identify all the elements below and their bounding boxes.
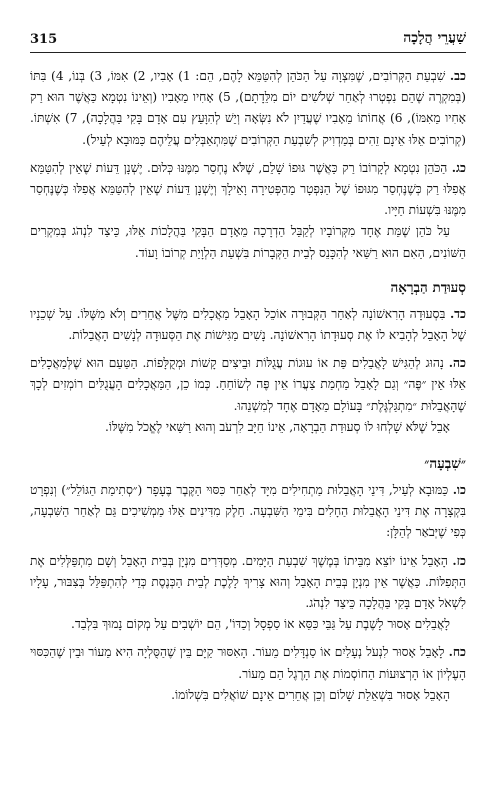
paragraph-text: כַּמּוּבָא לְעֵיל, דִּינֵי הָאֲבֵלוּת מַתְחִילִים מִיָּד לְאַחַר כִּסּוּי הַקֶּבֶר בֶּעָפָר (״סְתִימַת הַגּוֹלֵל״) וְנִפְרָט בִּקְצָרָה אֶת דִּינֵי הָאֲבֵלוּת הַחָלִים בִּימֵי הַשִּׁבְעָה. חֵלֶק מִדִּינִים אֵלּוּ מַמְשִׁיכִים גַּם לְאַחַר הַשִּׁבְעָה, כְּפִי שֶׁיְּבֹאַר לְהַלָּן: bbox=[30, 483, 466, 540]
paragraph-23 bbox=[30, 158, 466, 222]
page-header bbox=[30, 30, 466, 53]
paragraph-number: כז. bbox=[452, 553, 467, 568]
section-title-shiva: ״שִׁבְעָה״ bbox=[424, 456, 466, 473]
paragraph-25 bbox=[30, 353, 466, 417]
paragraph-28 bbox=[30, 642, 466, 684]
paragraph-26 bbox=[30, 480, 466, 544]
paragraph-text: שִׁבְעַת הַקְּרוֹבִים, שֶׁמִּצְוָה עַל הַכֹּהֵן לְהִטַּמֵּא לָהֶם, הֵם: 1) אָבִיו, 2) אִמּוֹ, 3) בְּנוֹ, 4) בִּתּוֹ (בְּמִקְרֶה שֶׁהֵם נִפְטְרוּ לְאַחַר שְׁלֹשִׁים יוֹם מִלֵּדָתָם), 5) אָחִיו מֵאָבִיו (וְאֵינוֹ נִטְמָא כַּאֲשֶׁר הוּא רַק אָחִיו מֵאִמּוֹ), 6) אֲחוֹתוֹ מֵאָבִיו שֶׁעֲדַיִן לֹא נִשְּׂאָה וְיֵשׁ לְהִוָּעֵץ עִם אָדָם בָּקִי בַּהֲלָכָה), 7) אִשְׁתּוֹ. (קְרוֹבִים אֵלּוּ אֵינָם זֵהִים בְּמַדְוִיק לְשִׁבְעַת הַקְּרוֹבִים שֶׁמִּתְאַבְּלִים עֲלֵיהֶם כַּמּוּבָא לְעֵיל). bbox=[30, 69, 466, 147]
running-title: שַׁעֲרֵי הֲלָכָה bbox=[403, 30, 466, 46]
paragraph-text: לָאָבֵל אָסוּר לִנְעֹל נְעָלַיִם אוֹ סַנְדָּלִים מֵעוֹר. הָאִסּוּר קַיָּם בֵּין שֶׁהַסֻּלְיָה הִיא מֵעוֹר וּבֵין שֶׁהַכִּסּוּי הָעֶלְיוֹן אוֹ הָרְצוּעוֹת הַחוֹסְמוֹת אֶת הָרֶגֶל הֵם מֵעוֹר. bbox=[30, 645, 466, 681]
paragraph-number: כו. bbox=[452, 483, 467, 498]
paragraph-24 bbox=[30, 304, 466, 346]
paragraph-text: עַל כֹּהֵן שֶׁמֵּת אֶחָד מִקְּרוֹבָיו לְקַבֵּל הַדְרָכָה מֵאָדָם הַבָּקִי בַּהֲלָכוֹת אֵלּוּ, כֵּיצַד לִנְהֹג בְּמִקְרִים הַשּׁוֹנִים, הַאִם הוּא רַשַּׁאי לְהִכָּנֵס לְבֵית הַקְּבָרוֹת בִּשְׁעַת הַלְוָיַת קְרוֹבוֹ וָעוֹד. bbox=[30, 224, 466, 260]
paragraph-text: נָהוּג לְהַגִּישׁ לָאֲבֵלִים פַּת אוֹ עוּגוֹת עֲגֻלּוֹת וּבֵיצִים קָשׁוֹת וּמְקֻלָּפוֹת. הַטַּעַם הוּא שֶׁלְּמַאֲכָלִים אֵלּוּ אֵין ״פֶּה״ וְגַם לָאָבֵל מַחְמַת צַעֲרוֹ אֵין פֶּה לְשׂוֹחֵחַ. כְּמוֹ כֵן, הַמַּאֲכָלִים הָעֲגֻלִּים רוֹמְזִים לְכָךְ שֶׁהָאֲבֵלוּת ״מִתְגַּלְגֶּלֶת״ בָּעוֹלָם מֵאָדָם אֶחָד לְמִשְׁנֵהוּ. bbox=[30, 356, 466, 413]
paragraph-text: אָבֵל שֶׁלֹּא שָׁלְחוּ לוֹ סְעוּדַת הַבְרָאָה, אֵינוֹ חַיָּב לִרְעֹב וְהוּא רַשַּׁאי לֶאֱכֹל מִשֶּׁלּוֹ. bbox=[104, 419, 450, 434]
paragraph-text: הַכֹּהֵן נִטְמָא לְקָרוֹבוֹ רַק כַּאֲשֶׁר גּוּפוֹ שָׁלֵם, שֶׁלֹּא נֶחְסַר מִמֶּנּוּ כְּלוּם. יֶשְׁנָן דֵּעוֹת שֶׁאֵין לְהִטַּמֵּא אֲפִלּוּ רַק כְּשֶׁנֶּחְסַר מִגּוּפוֹ שֶׁל הַנִּפְטָר מֵהַפְּטִירָה וָאֵילָךְ וְיֶשְׁנָן דֵּעוֹת שֶׁאֵין לְהִטַּמֵּא אֲפִלּוּ כְּשֶׁנֶּחְסַר מִמֶּנּוּ בִּשְׁעוֹת חַיָּיו. bbox=[30, 160, 466, 218]
paragraph-number: כב. bbox=[449, 69, 466, 83]
paragraph-27-continued bbox=[30, 614, 466, 635]
paragraph-25-continued bbox=[30, 417, 466, 438]
paragraph-number: כד. bbox=[449, 306, 466, 321]
paragraph-text: הָאָבֵל אָסוּר בִּשְׁאֵלַת שָׁלוֹם וְכֵן אֲחֵרִים אֵינָם שׁוֹאֲלִים בִּשְׁלוֹמוֹ. bbox=[171, 687, 450, 702]
paragraph-27 bbox=[30, 551, 466, 615]
paragraph-text: לָאֲבֵלִים אָסוּר לָשֶׁבֶת עַל גַּבֵּי כִּסֵּא אוֹ סַפְסָל וְכַדּוֹ', הֵם יוֹשְׁבִים עַל מְקוֹם נָמוּךְ בִּלְבַד. bbox=[71, 617, 450, 632]
paragraph-23-continued bbox=[30, 221, 466, 263]
paragraph-text: הָאָבֵל אֵינוֹ יוֹצֵא מִבֵּיתוֹ בְּמֶשֶׁךְ שִׁבְעַת הַיָּמִים. מְסַדְּרִים מִנְיָן בְּבֵית הָאָבֵל וְשָׁם מִתְפַּלְּלִים אֶת הַתְּפִלּוֹת. כַּאֲשֶׁר אֵין מִנְיָן בְּבֵית הָאָבֵל וְהוּא צָרִיךְ לָלֶכֶת לְבֵית הַכְּנֶסֶת כְּדֵי לְהִתְפַּלֵּל בְּצִבּוּר, עָלָיו לִשְׁאֹל אָדָם בָּקִי בַּהֲלָכָה כֵּיצַד לִנְהֹג. bbox=[30, 553, 466, 611]
paragraph-number: כה. bbox=[448, 356, 467, 371]
section-title-recovery-meal: סְעוּדַת הַבְרָאָה bbox=[390, 279, 466, 296]
paragraph-28-continued bbox=[30, 685, 466, 706]
page-body bbox=[30, 66, 466, 713]
paragraph-number: כח. bbox=[448, 645, 466, 660]
paragraph-text: בִּסְעוּדָה הָרִאשׁוֹנָה לְאַחַר הַקְּבוּרָה אוֹכֵל הָאָבֵל מַאֲכָלִים מִשֶּׁל אֲחֵרִים וְלֹא מִשֶּׁלּוֹ. עַל שְׁכֵנָיו שֶׁל הָאָבֵל לְהָבִיא לוֹ אֶת סְעוּדָתוֹ הָרִאשׁוֹנָה. נָשִׁים מַגִּישׁוֹת אֶת הַסְּעוּדָה לְנָשִׁים הָאֲבֵלוֹת. bbox=[30, 306, 466, 343]
paragraph-number: כג. bbox=[451, 160, 467, 175]
paragraph-22 bbox=[30, 66, 466, 151]
page-number: 315 bbox=[30, 32, 58, 47]
